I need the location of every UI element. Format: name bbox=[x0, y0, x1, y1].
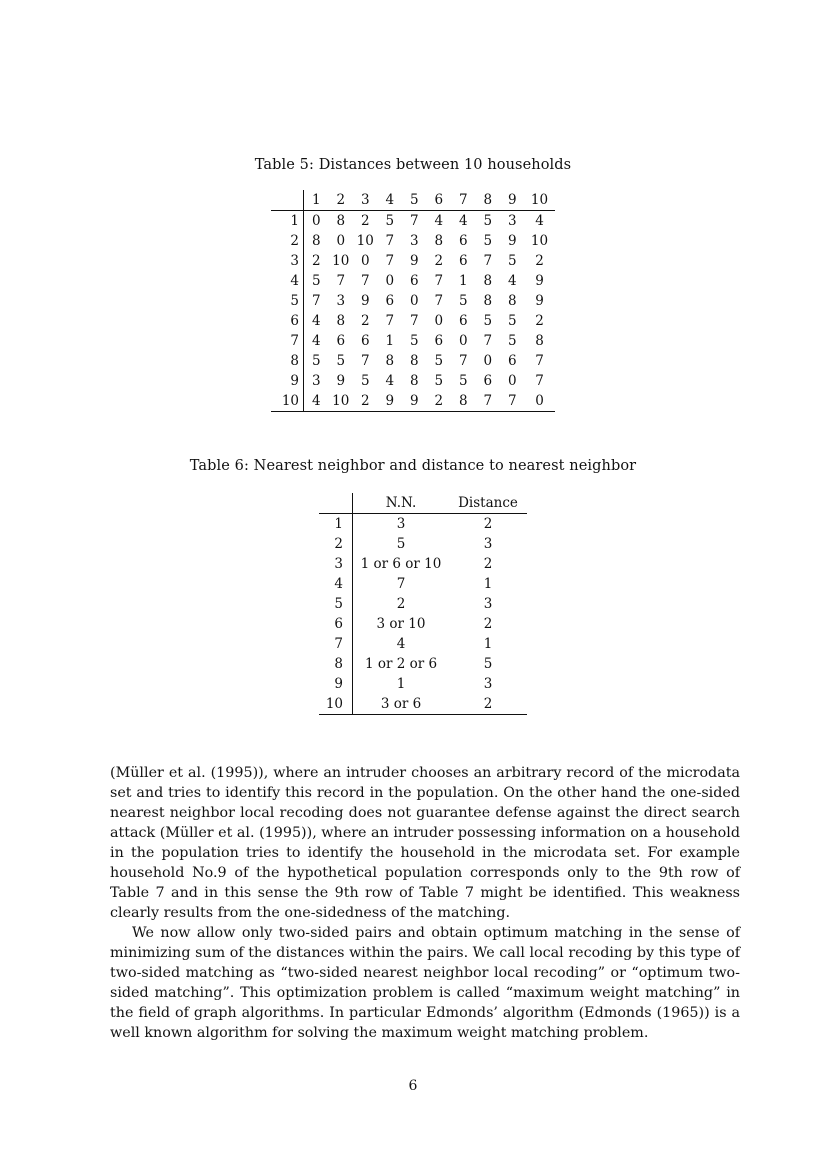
row-header: 2 bbox=[271, 231, 304, 251]
distance-cell: 4 bbox=[535, 213, 544, 229]
distance-cell: 5 bbox=[507, 333, 517, 349]
distance-cell: 9 bbox=[360, 293, 370, 309]
distance-cell: 9 bbox=[535, 293, 544, 309]
distance-cell: 10 bbox=[356, 233, 374, 249]
col-header: 7 bbox=[451, 190, 476, 211]
distance-cell: 6 bbox=[360, 333, 370, 349]
distance-cell: 8 bbox=[311, 233, 321, 249]
distance-cell: 5 bbox=[458, 373, 468, 389]
distance-table bbox=[271, 190, 555, 412]
table-row bbox=[271, 331, 555, 351]
distance-cell: 7 bbox=[476, 391, 501, 412]
distance-cell: 9 bbox=[378, 391, 403, 412]
nn-cell: 5 bbox=[396, 536, 406, 552]
distance-cell: 8 bbox=[507, 293, 517, 309]
distance-cell: 3 bbox=[336, 293, 346, 309]
table-row bbox=[319, 614, 527, 634]
col-header: 2 bbox=[329, 190, 354, 211]
distance-cell: 7 bbox=[535, 373, 544, 389]
corner-cell bbox=[319, 493, 353, 514]
nn-cell: 2 bbox=[396, 596, 406, 612]
distance-cell: 0 bbox=[434, 313, 444, 329]
distance-cell: 7 bbox=[360, 353, 370, 369]
distance-cell: 2 bbox=[311, 253, 321, 269]
distance-cell: 0 bbox=[311, 213, 321, 229]
row-header: 8 bbox=[271, 351, 304, 371]
nn-cell: 1 or 2 or 6 bbox=[364, 656, 438, 672]
distance-cell: 2 bbox=[535, 313, 544, 329]
table-row bbox=[271, 251, 555, 271]
table-row bbox=[271, 351, 555, 371]
distance-cell: 2 bbox=[483, 556, 493, 572]
row-header: 4 bbox=[319, 574, 353, 594]
table-row bbox=[271, 311, 555, 331]
nn-cell: 4 bbox=[396, 636, 406, 652]
distance-cell: 4 bbox=[458, 213, 468, 229]
table-row bbox=[319, 654, 527, 674]
distance-cell: 5 bbox=[483, 313, 493, 329]
table-row bbox=[271, 391, 555, 412]
distance-cell: 5 bbox=[336, 353, 346, 369]
nn-cell: 3 bbox=[396, 516, 406, 532]
nn-cell: 3 or 6 bbox=[353, 694, 450, 715]
distance-cell: 2 bbox=[360, 213, 370, 229]
distance-cell: 5 bbox=[483, 656, 493, 672]
nn-cell: 1 or 6 or 10 bbox=[360, 556, 442, 572]
row-header: 9 bbox=[271, 371, 304, 391]
distance-cell: 6 bbox=[458, 313, 468, 329]
distance-cell: 3 bbox=[483, 676, 493, 692]
distance-cell: 9 bbox=[336, 373, 346, 389]
distance-cell: 4 bbox=[507, 273, 517, 289]
distance-cell: 9 bbox=[402, 391, 427, 412]
table5-caption: Table 5: Distances between 10 households bbox=[254, 157, 572, 173]
col-header: 9 bbox=[500, 190, 525, 211]
distance-cell: 7 bbox=[483, 253, 493, 269]
distance-cell: 5 bbox=[507, 253, 517, 269]
table-row bbox=[271, 211, 555, 232]
distance-cell: 5 bbox=[360, 373, 370, 389]
col-header: 1 bbox=[304, 190, 329, 211]
table-row bbox=[319, 634, 527, 654]
distance-cell: 4 bbox=[311, 333, 321, 349]
distance-cell: 8 bbox=[385, 353, 395, 369]
distance-cell: 8 bbox=[483, 293, 493, 309]
distance-cell: 9 bbox=[535, 273, 544, 289]
distance-cell: 3 bbox=[483, 536, 493, 552]
distance-cell: 1 bbox=[458, 273, 468, 289]
distance-cell: 7 bbox=[336, 273, 346, 289]
distance-cell: 2 bbox=[434, 253, 444, 269]
row-header: 2 bbox=[319, 534, 353, 554]
table-row bbox=[319, 534, 527, 554]
distance-cell: 10 bbox=[332, 253, 350, 269]
distance-cell: 6 bbox=[458, 253, 468, 269]
row-header: 10 bbox=[271, 391, 304, 412]
row-header: 10 bbox=[319, 694, 353, 715]
table-row bbox=[271, 291, 555, 311]
table-row bbox=[319, 554, 527, 574]
table-row bbox=[319, 694, 527, 715]
table-row bbox=[271, 231, 555, 251]
distance-cell: 0 bbox=[409, 293, 419, 309]
row-header: 6 bbox=[319, 614, 353, 634]
distance-cell: 5 bbox=[483, 213, 493, 229]
distance-cell: 2 bbox=[449, 694, 527, 715]
distance-cell: 1 bbox=[385, 333, 395, 349]
col-header: 8 bbox=[476, 190, 501, 211]
nn-cell: 7 bbox=[396, 576, 406, 592]
distance-cell: 3 bbox=[483, 596, 493, 612]
distance-cell: 1 bbox=[483, 636, 493, 652]
distance-cell: 6 bbox=[385, 293, 395, 309]
distance-cell: 0 bbox=[385, 273, 395, 289]
distance-cell: 7 bbox=[409, 213, 419, 229]
distance-cell: 2 bbox=[483, 516, 493, 532]
distance-cell: 8 bbox=[409, 353, 419, 369]
distance-cell: 8 bbox=[434, 233, 444, 249]
distance-cell: 5 bbox=[507, 313, 517, 329]
distance-cell: 4 bbox=[311, 313, 321, 329]
distance-cell: 7 bbox=[500, 391, 525, 412]
row-header: 3 bbox=[271, 251, 304, 271]
nn-table-header-row bbox=[319, 493, 527, 514]
table-row bbox=[271, 371, 555, 391]
distance-cell: 8 bbox=[535, 333, 544, 349]
distance-cell: 0 bbox=[507, 373, 517, 389]
nn-cell: 3 or 10 bbox=[376, 616, 426, 632]
distance-cell: 4 bbox=[434, 213, 444, 229]
distance-cell: 7 bbox=[458, 353, 468, 369]
row-header: 7 bbox=[271, 331, 304, 351]
distance-cell: 0 bbox=[525, 391, 555, 412]
distance-cell: 3 bbox=[409, 233, 419, 249]
row-header: 5 bbox=[319, 594, 353, 614]
distance-cell: 7 bbox=[434, 293, 444, 309]
distance-cell: 4 bbox=[304, 391, 329, 412]
distance-cell: 7 bbox=[385, 233, 395, 249]
paragraph: We now allow only two-sided pairs and obtain optimum matching in the sense of minimizing sum of the distances within the pairs. We call local recoding by this type of two-sided matching as “two-sided nearest neighbor local recoding” or “optimum two-sided matching”. This optimization problem is called “maximum weight matching” in the field of graph algorithms. In particular Edmonds’ algorithm (Edmonds (1965)) is a well known algorithm for solving the maximum weight matching problem. bbox=[110, 925, 740, 1041]
distance-cell: 9 bbox=[507, 233, 517, 249]
distance-cell: 3 bbox=[507, 213, 517, 229]
col-header: 4 bbox=[378, 190, 403, 211]
distance-cell: 4 bbox=[385, 373, 395, 389]
row-header: 7 bbox=[319, 634, 353, 654]
distance-cell: 6 bbox=[483, 373, 493, 389]
col-header: 10 bbox=[525, 190, 555, 211]
row-header: 4 bbox=[271, 271, 304, 291]
nearest-neighbor-table bbox=[319, 493, 527, 715]
distance-cell: 8 bbox=[336, 213, 346, 229]
col-header: 5 bbox=[402, 190, 427, 211]
distance-table-header-row bbox=[271, 190, 555, 211]
distance-cell: 2 bbox=[353, 391, 378, 412]
distance-cell: 2 bbox=[360, 313, 370, 329]
distance-cell: 7 bbox=[535, 353, 544, 369]
distance-cell: 9 bbox=[409, 253, 419, 269]
corner-cell bbox=[271, 190, 304, 211]
row-header: 1 bbox=[319, 514, 353, 535]
distance-cell: 6 bbox=[434, 333, 444, 349]
distance-cell: 1 bbox=[483, 576, 493, 592]
table-row bbox=[319, 574, 527, 594]
col-header-distance: Distance bbox=[449, 493, 527, 514]
distance-cell: 5 bbox=[483, 233, 493, 249]
distance-cell: 2 bbox=[535, 253, 544, 269]
distance-cell: 7 bbox=[385, 313, 395, 329]
page-number: 6 bbox=[408, 1078, 418, 1094]
distance-cell: 5 bbox=[434, 373, 444, 389]
paragraph: (Müller et al. (1995)), where an intruder chooses an arbitrary record of the microdata set and tries to identify this record in the population. On the other hand the one-sided nearest neighbor local recoding does not guarantee defense against the direct search attack (Müller et al. (1995)), where an intruder possessing information on a household in the population tries to identify the household in the microdata set. For example household No.9 of the hypothetical population corresponds only to the 9th row of Table 7 and in this sense the 9th row of Table 7 might be identified. This weakness clearly results from the one-sidedness of the matching. bbox=[110, 765, 740, 921]
body-text bbox=[110, 763, 740, 1043]
row-header: 5 bbox=[271, 291, 304, 311]
distance-cell: 6 bbox=[409, 273, 419, 289]
distance-cell: 10 bbox=[530, 233, 549, 249]
distance-cell: 8 bbox=[336, 313, 346, 329]
distance-cell: 10 bbox=[329, 391, 354, 412]
col-header: 6 bbox=[427, 190, 452, 211]
distance-cell: 5 bbox=[311, 273, 321, 289]
table-row bbox=[319, 514, 527, 535]
row-header: 6 bbox=[271, 311, 304, 331]
col-header: 3 bbox=[353, 190, 378, 211]
distance-cell: 2 bbox=[427, 391, 452, 412]
distance-cell: 8 bbox=[483, 273, 493, 289]
distance-cell: 7 bbox=[434, 273, 444, 289]
distance-cell: 5 bbox=[434, 353, 444, 369]
row-header: 1 bbox=[271, 211, 304, 232]
table6-caption: Table 6: Nearest neighbor and distance to nearest neighbor bbox=[189, 458, 637, 474]
distance-cell: 6 bbox=[458, 233, 468, 249]
distance-cell: 0 bbox=[483, 353, 493, 369]
row-header: 3 bbox=[319, 554, 353, 574]
distance-cell: 7 bbox=[360, 273, 370, 289]
distance-cell: 7 bbox=[409, 313, 419, 329]
table-row bbox=[319, 674, 527, 694]
distance-cell: 2 bbox=[483, 616, 493, 632]
distance-cell: 8 bbox=[409, 373, 419, 389]
row-header: 9 bbox=[319, 674, 353, 694]
distance-cell: 6 bbox=[336, 333, 346, 349]
distance-cell: 0 bbox=[458, 333, 468, 349]
distance-cell: 8 bbox=[451, 391, 476, 412]
distance-cell: 6 bbox=[507, 353, 517, 369]
col-header-nn: N.N. bbox=[353, 493, 450, 514]
distance-cell: 0 bbox=[360, 253, 370, 269]
table-row bbox=[319, 594, 527, 614]
distance-cell: 7 bbox=[483, 333, 493, 349]
distance-cell: 0 bbox=[336, 233, 346, 249]
table-row bbox=[271, 271, 555, 291]
distance-cell: 5 bbox=[409, 333, 419, 349]
distance-cell: 3 bbox=[311, 373, 321, 389]
nn-cell: 1 bbox=[396, 676, 406, 692]
distance-cell: 7 bbox=[311, 293, 321, 309]
distance-cell: 5 bbox=[311, 353, 321, 369]
distance-cell: 5 bbox=[385, 213, 395, 229]
distance-cell: 5 bbox=[458, 293, 468, 309]
row-header: 8 bbox=[319, 654, 353, 674]
distance-cell: 7 bbox=[385, 253, 395, 269]
